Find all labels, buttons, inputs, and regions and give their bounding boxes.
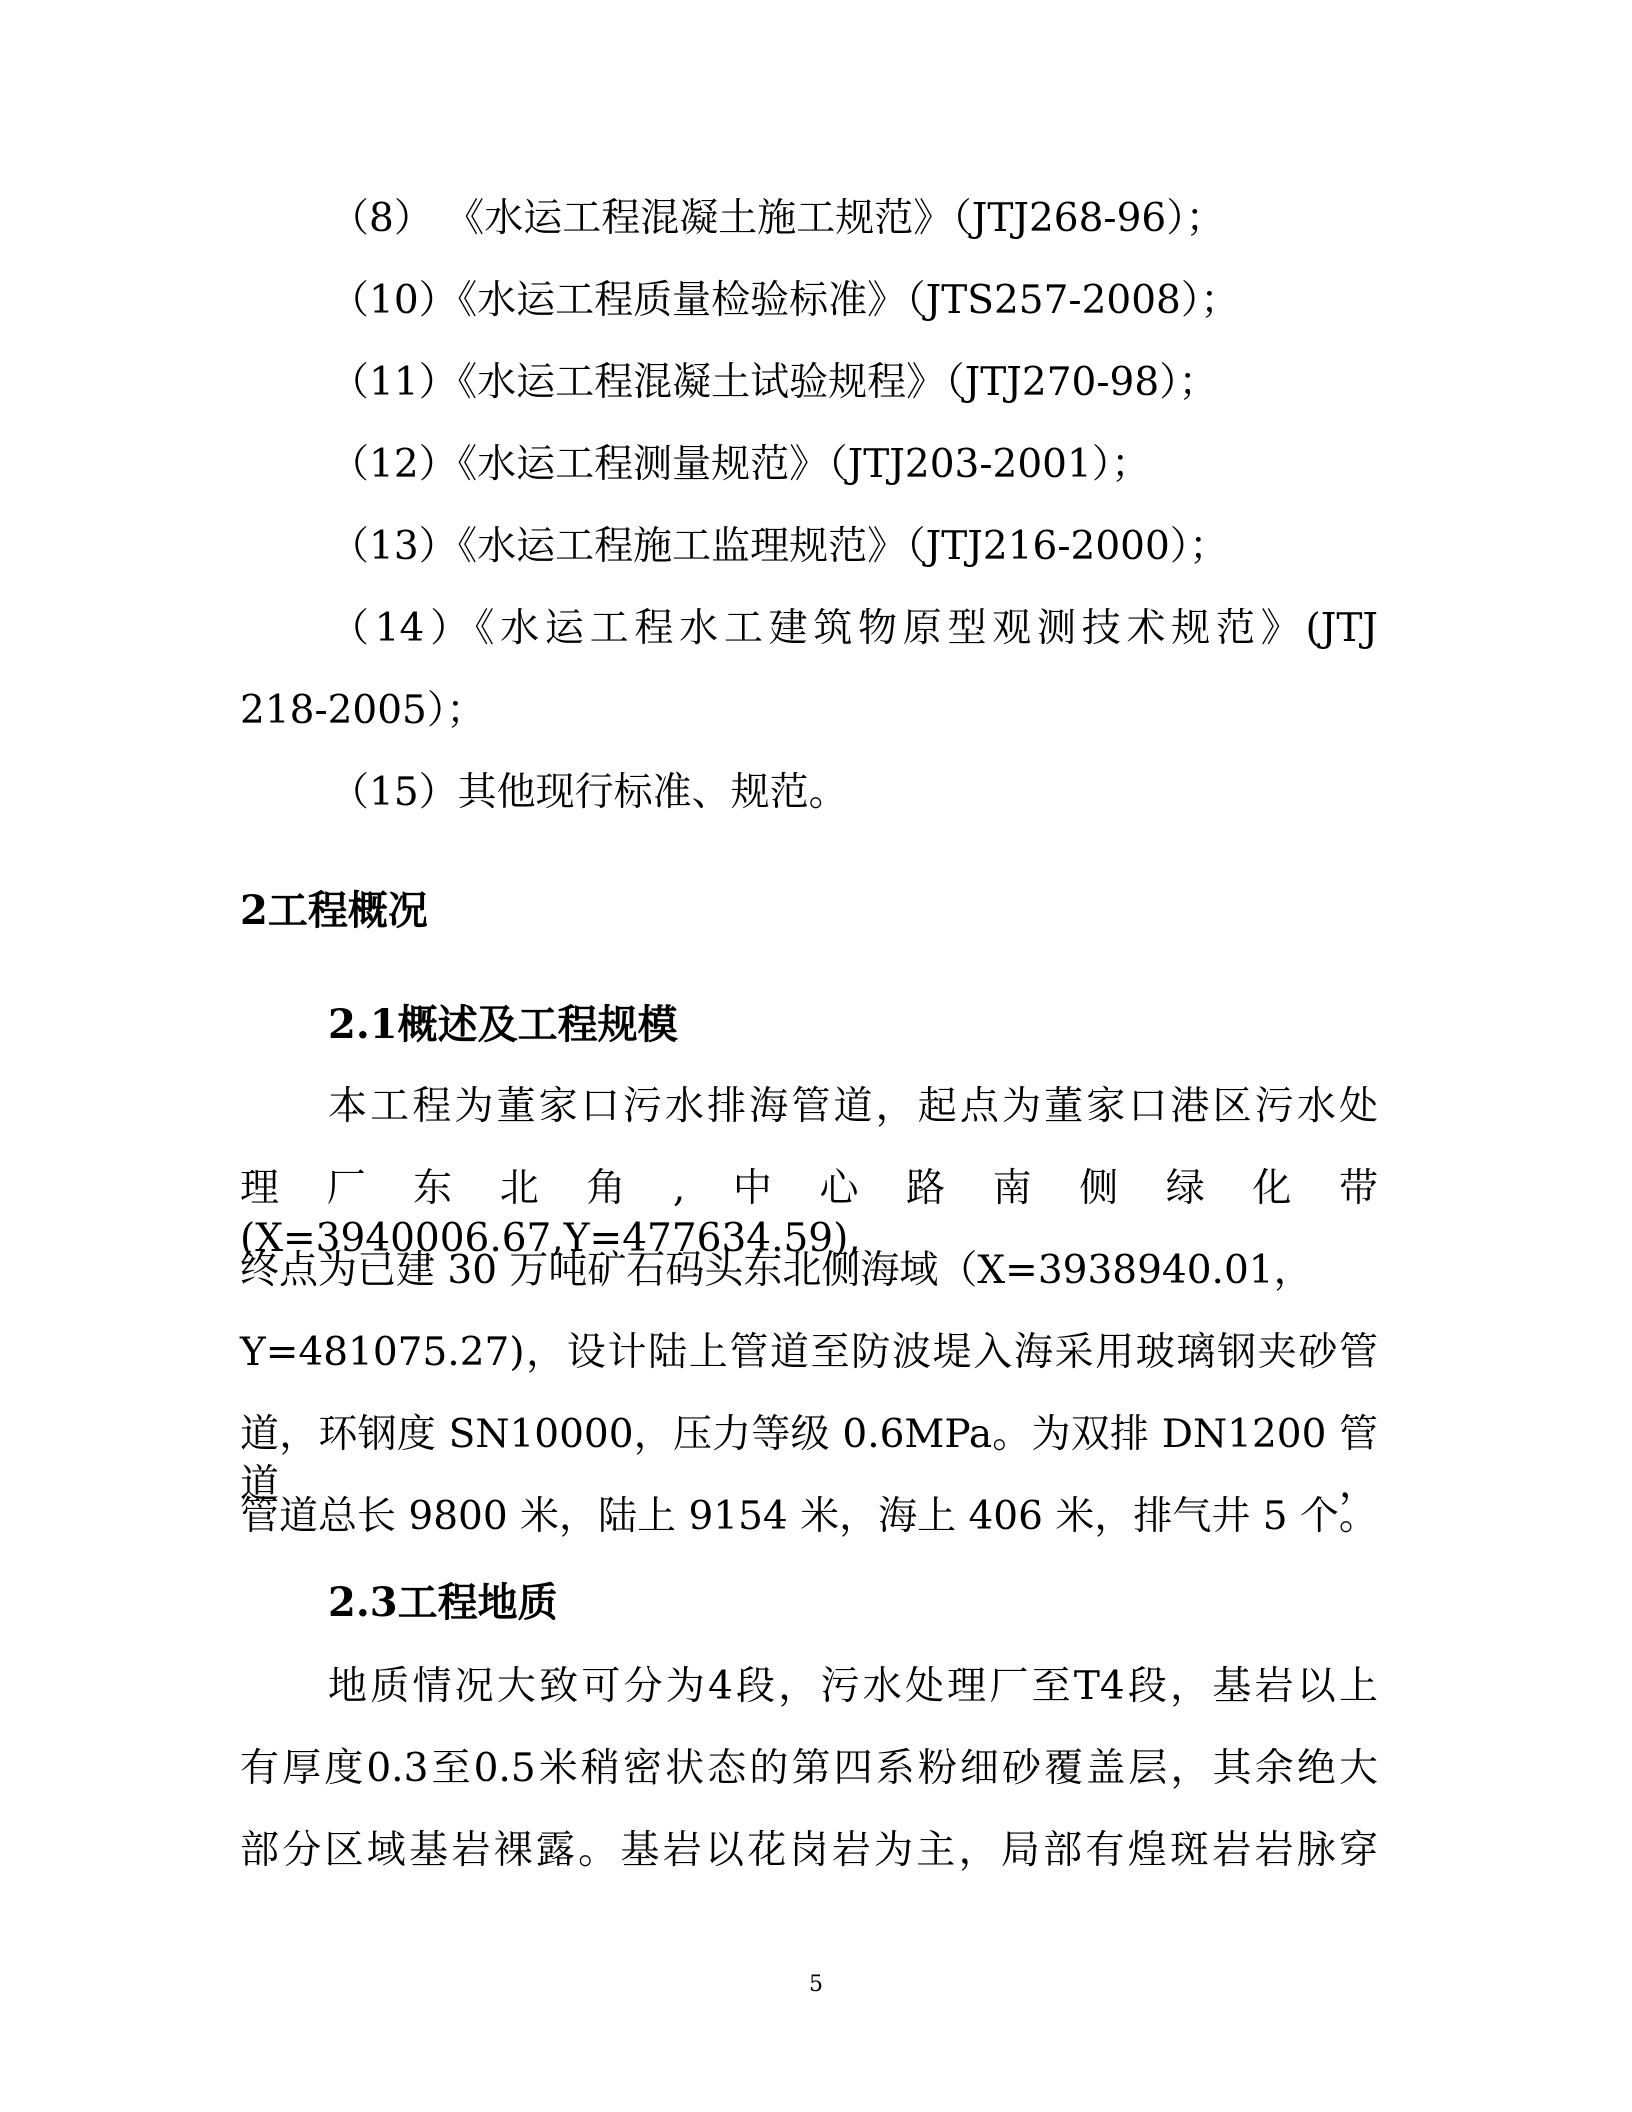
reference-item-14-continued: 218-2005）；: [240, 688, 486, 733]
reference-item-10: （10）《水运工程质量检验标准》（JTS257-2008）；: [330, 278, 1240, 323]
reference-item-11: （11）《水运工程混凝土试验规程》（JTJ270-98）；: [330, 360, 1218, 405]
reference-item-12: （12）《水运工程测量规范》（JTJ203-2001）；: [330, 442, 1151, 487]
section-2-1-line-3: 终点为已建 30 万吨矿石码头东北侧海域（X=3938940.01，: [240, 1248, 1313, 1293]
reference-item-14: （14）《水运工程水工建筑物原型观测技术规范》(JTJ: [330, 606, 1378, 651]
section-2-1-line-5: 道，环钢度 SN10000，压力等级 0.6MPa。为双排 DN1200 管道，: [240, 1412, 1378, 1507]
reference-item-15: （15）其他现行标准、规范。: [330, 770, 848, 815]
section-2-3-title: 2.3工程地质: [328, 1579, 558, 1626]
section-2-1-title: 2.1概述及工程规模: [328, 1001, 678, 1048]
reference-item-13: （13）《水运工程施工监理规范》（JTJ216-2000）；: [330, 524, 1229, 569]
page-number: 5: [809, 1972, 823, 1997]
section-2-1-line-4: Y=481075.27)，设计陆上管道至防波堤入海采用玻璃钢夹砂管: [240, 1330, 1378, 1375]
section-2-1-line-1: 本工程为董家口污水排海管道，起点为董家口港区污水处: [328, 1084, 1378, 1129]
reference-item-8: （8） 《水运工程混凝土施工规范》（JTJ268-96）；: [330, 196, 1225, 241]
section-2-3-line-2: 有厚度0.3至0.5米稍密状态的第四系粉细砂覆盖层，其余绝大: [240, 1746, 1378, 1791]
section-2-title: 2工程概况: [240, 887, 428, 934]
section-2-1-line-2: 理厂东北角,中心路南侧绿化带(X=3940006.67,Y=477634.59),: [240, 1166, 1378, 1261]
section-2-3-line-1: 地质情况大致可分为4段，污水处理厂至T4段，基岩以上: [328, 1664, 1378, 1709]
section-2-3-line-3: 部分区域基岩裸露。基岩以花岗岩为主，局部有煌斑岩岩脉穿: [240, 1828, 1378, 1873]
section-2-1-line-6: 管道总长 9800 米，陆上 9154 米，海上 406 米，排气井 5 个。: [240, 1494, 1378, 1539]
